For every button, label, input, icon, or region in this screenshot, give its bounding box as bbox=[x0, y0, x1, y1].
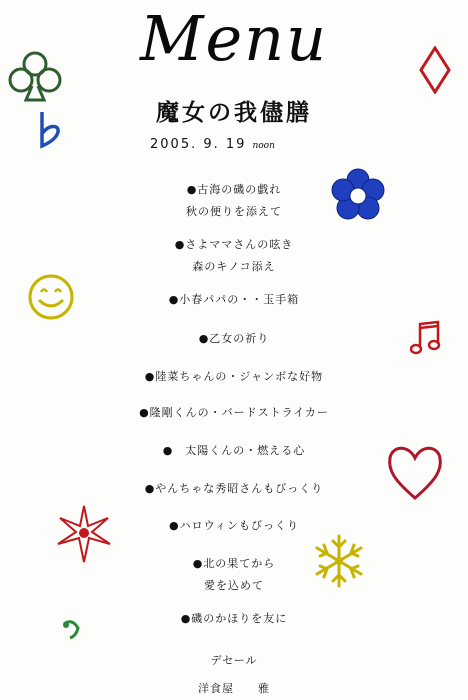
menu-item bbox=[0, 179, 468, 223]
menu-item-line: 愛を込めて bbox=[204, 579, 264, 592]
menu-subtitle: 魔女の我儘膳 bbox=[156, 99, 312, 126]
small-note-icon bbox=[60, 616, 82, 642]
menu-item-line: ●陸菜ちゃんの・ジャンボな好物 bbox=[144, 370, 324, 383]
dessert-label: デセール bbox=[210, 654, 258, 667]
menu-item-line: ●隆剛くんの・バードストライカー bbox=[139, 406, 329, 419]
menu-item-line: ●古海の磯の戯れ bbox=[186, 183, 282, 196]
restaurant-signature: 洋食屋 雅 bbox=[198, 682, 270, 695]
menu-item-line: ●さよママさんの呟き bbox=[174, 238, 294, 251]
menu-item-line: 秋の便りを添えて bbox=[186, 205, 282, 218]
snowflake-icon bbox=[312, 533, 366, 589]
music-note-icon bbox=[410, 318, 444, 358]
diamond-icon bbox=[418, 46, 452, 94]
menu-item-line: ●小春パパの・・玉手箱 bbox=[168, 293, 300, 306]
menu-item-line: ●ハロウィンもびっくり bbox=[169, 519, 299, 532]
menu-item-line: ● 太陽くんの・燃える心 bbox=[162, 444, 306, 457]
menu-item bbox=[0, 328, 468, 350]
date-text: 2005. 9. 19 bbox=[150, 137, 247, 152]
menu-item-line: ●磯のかほりを友に bbox=[180, 612, 288, 625]
menu-date bbox=[150, 137, 275, 152]
menu-item-line: ●北の果てから bbox=[192, 557, 276, 570]
menu-item-line: ●乙女の祈り bbox=[198, 332, 270, 345]
time-text: noon bbox=[252, 141, 275, 151]
flat-icon bbox=[36, 110, 66, 150]
flower-icon bbox=[330, 168, 386, 224]
menu-item-line: ●やんちゃな秀昭さんもびっくり bbox=[144, 482, 324, 495]
club-icon bbox=[6, 48, 64, 108]
menu-item bbox=[0, 366, 468, 388]
menu-title: Menu bbox=[139, 2, 329, 75]
menu-item-line: 森のキノコ添え bbox=[192, 260, 276, 273]
menu-item bbox=[0, 402, 468, 424]
smiley-icon bbox=[26, 272, 76, 322]
star-icon bbox=[56, 504, 112, 564]
heart-icon bbox=[386, 440, 444, 502]
